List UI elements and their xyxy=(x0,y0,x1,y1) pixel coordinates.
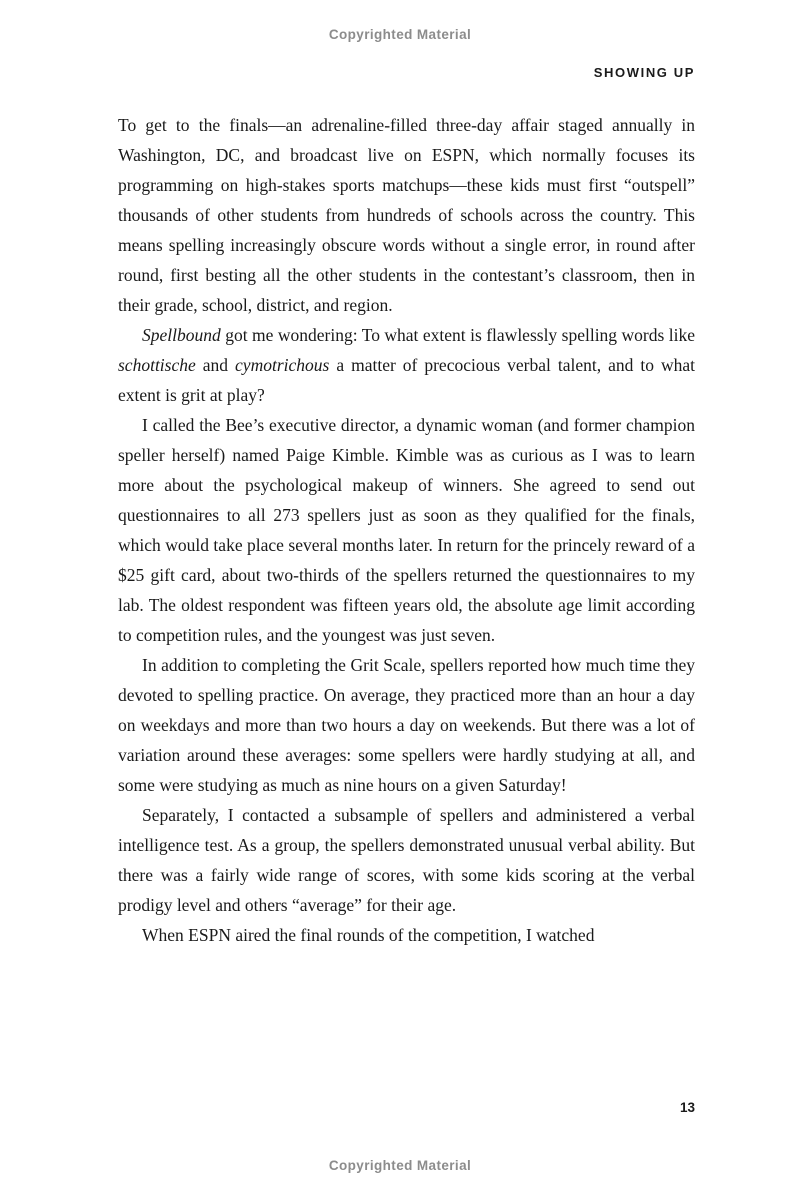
copyright-notice-bottom: Copyrighted Material xyxy=(328,1158,472,1173)
italic-text: Spellbound xyxy=(142,325,221,345)
text-run: Separately, I contacted a subsample of spellers and administered a verbal intelligence test. As a group, the spellers demonstrated unusual verbal ability. But there was a fairly wide range of scores, with some kids scoring at the verbal prodigy level and others “average” for their age. xyxy=(118,805,695,915)
body-text xyxy=(118,110,695,950)
paragraph xyxy=(118,410,695,650)
text-run: a matter of precocious verbal talent, and to what extent is grit at play? xyxy=(118,355,695,405)
italic-text: cymotrichous xyxy=(235,355,330,375)
page-number: 13 xyxy=(679,1100,695,1115)
copyright-notice-top: Copyrighted Material xyxy=(328,27,472,42)
italic-text: schottische xyxy=(118,355,196,375)
text-run: In addition to completing the Grit Scale, spellers reported how much time they devoted to spelling practice. On average, they practiced more than an hour a day on weekdays and more than two hours a day on weekends. But there was a lot of variation around these averages: some spellers were hardly studying at all, and some were studying as much as nine hours on a given Saturday! xyxy=(118,655,695,795)
running-header: SHOWING UP xyxy=(593,65,695,80)
text-run: and xyxy=(195,355,236,375)
paragraph xyxy=(118,650,695,800)
text-run: got me wondering: To what extent is flawlessly spelling words like xyxy=(220,325,695,345)
text-run: I called the Bee’s executive director, a dynamic woman (and former champion speller herself) named Paige Kimble. Kimble was as curious as I was to learn more about the psychological makeup of winners. She agreed to send out questionnaires to all 273 spellers just as soon as they qualified for the finals, which would take place several months later. In return for the princely reward of a $25 gift card, about two-thirds of the spellers returned the questionnaires to my lab. The oldest respondent was fifteen years old, the absolute age limit according to competition rules, and the youngest was just seven. xyxy=(118,415,695,645)
paragraph xyxy=(118,800,695,920)
text-run: When ESPN aired the final rounds of the competition, I watched xyxy=(142,925,595,945)
paragraph xyxy=(118,920,695,950)
paragraph xyxy=(118,320,695,410)
paragraph xyxy=(118,110,695,320)
text-run: To get to the finals—an adrenaline-filled three-day affair staged annually in Washington, DC, and broadcast live on ESPN, which normally focuses its programming on high-stakes sports matchups—these kids must first “outspell” thousands of other students from hundreds of schools across the country. This means spelling increasingly obscure words without a single error, in round after round, first besting all the other students in the contestant’s classroom, then in their grade, school, district, and region. xyxy=(118,115,695,315)
